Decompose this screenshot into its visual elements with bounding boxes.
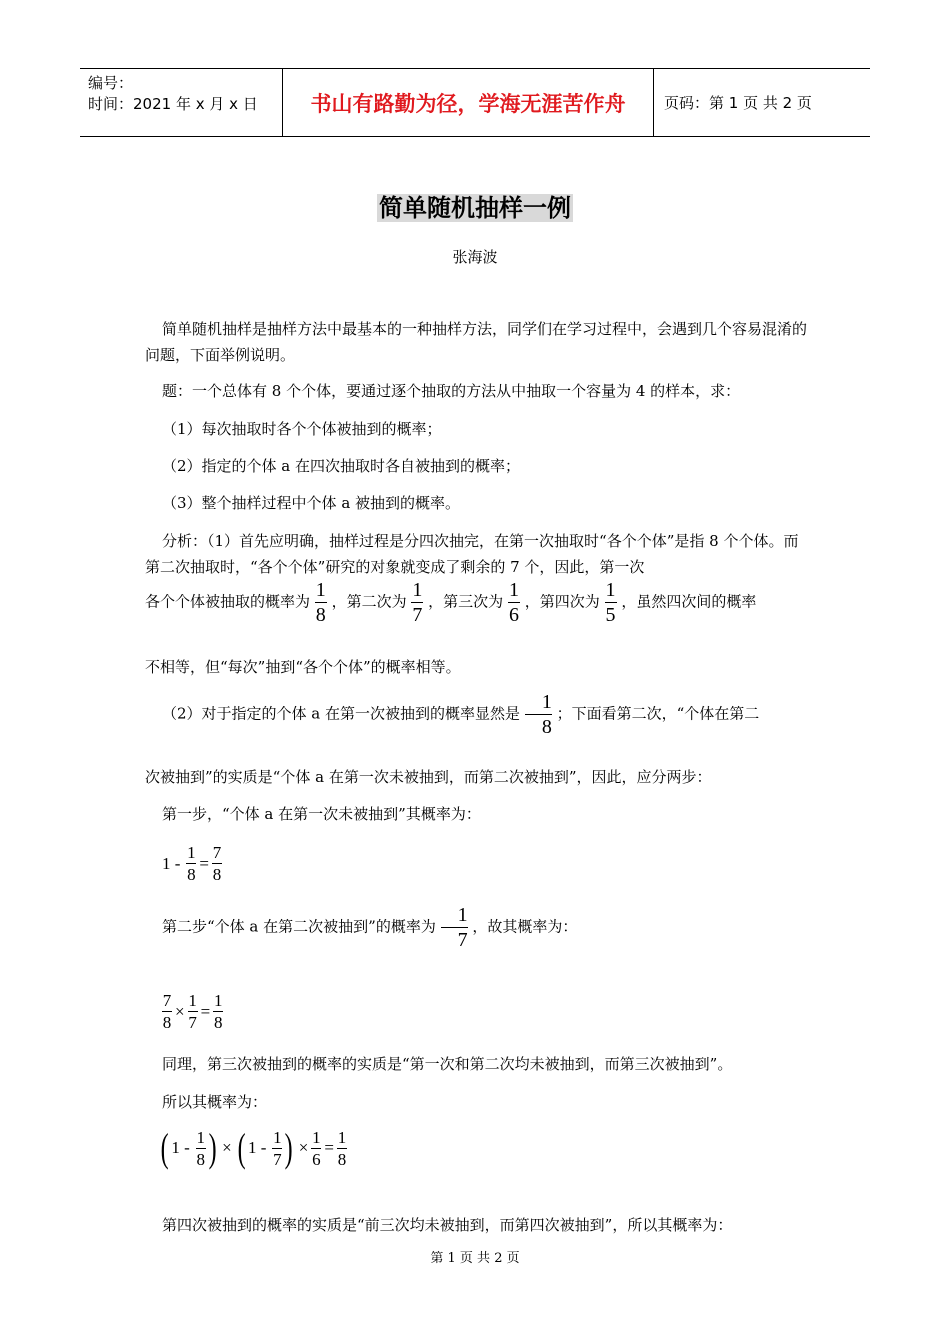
document-title: 简单随机抽样一例	[379, 194, 571, 222]
header-left	[80, 69, 282, 136]
time-label: 时间：2021 年 x 月 x 日	[88, 95, 258, 113]
fraction-1-6: $\frac{1}{6}$	[508, 579, 519, 626]
so-prob: 所以其概率为：	[162, 1093, 268, 1111]
fourth-time: 第四次被抽到的概率的实质是“前三次均未被抽到，而第四次被抽到”，所以其概率为：	[162, 1216, 733, 1234]
fraction-1-7-b: $\frac{1}{7}$	[441, 905, 468, 950]
equation-1: 1 - $\frac{1}{8}$ = $\frac{7}{8}$	[162, 843, 222, 884]
probability-line: 各个个体被抽取的概率为 $\frac{1}{8}$ ，第二次为 $\frac{1}{7}$ ，第三次为 $\frac{1}{6}$ ，第四次为 $\frac{1}{5}$ ，虽然四次间的概率	[145, 579, 757, 626]
header-page-info: 页码：第 1 页 共 2 页	[664, 94, 812, 112]
header-motto: 书山有路勤为径，学海无涯苦作舟	[282, 69, 654, 136]
fraction-1-8-b: $\frac{1}{8}$	[525, 692, 552, 737]
intro-paragraph: 简单随机抽样是抽样方法中最基本的一种抽样方法，同学们在学习过程中，会遇到几个容易混淆的问题，下面举例说明。	[145, 320, 808, 364]
fraction-1-5: $\frac{1}{5}$	[605, 579, 616, 626]
question-2: （2）指定的个体 a 在四次抽取时各自被抽到的概率；	[162, 457, 521, 475]
step-1: 第一步，“个体 a 在第一次未被抽到”其概率为：	[162, 805, 481, 823]
number-label: 编号：	[88, 74, 134, 92]
part2-continued: 次被抽到”的实质是“个体 a 在第一次未被抽到，而第二次被抽到”，因此，应分两步：	[145, 768, 712, 786]
question-3: （3）整个抽样过程中个体 a 被抽到的概率。	[162, 494, 461, 512]
fraction-1-7: $\frac{1}{7}$	[412, 579, 423, 626]
step-2: 第二步“个体 a 在第二次被抽到”的概率为 $\frac{1}{7}$ ，故其概率为：	[162, 904, 578, 951]
analysis-1: 分析：（1）首先应明确，抽样过程是分四次抽完，在第一次抽取时“各个个体”是指 8 个个体。而第二次抽取时，“各个个体”研究的对象就变成了剩余的 7 个，因此，第一次	[145, 532, 799, 576]
fraction-1-8: $\frac{1}{8}$	[315, 579, 326, 626]
problem-statement: 题：一个总体有 8 个个体，要通过逐个抽取的方法从中抽取一个容量为 4 的样本，求：	[162, 382, 741, 400]
question-1: （1）每次抽取时各个个体被抽到的概率；	[162, 420, 442, 438]
author: 张海波	[452, 248, 498, 266]
part2-line: （2）对于指定的个体 a 在第一次被抽到的概率显然是 $\frac{1}{8}$ ；下面看第二次，“个体在第二	[162, 691, 760, 738]
equation-3: ( 1 - $\frac{1}{8}$ ) × ( 1 - $\frac{1}{7}$ ) × $\frac{1}{6}$ = $\frac{1}{8}$	[160, 1125, 347, 1170]
page-footer: 第 1 页 共 2 页	[430, 1251, 520, 1266]
page-header	[80, 68, 870, 137]
equation-2: $\frac{7}{8}$ × $\frac{1}{7}$ = $\frac{1}{8}$	[162, 991, 223, 1032]
same-reason: 同理，第三次被抽到的概率的实质是“第一次和第二次均未被抽到，而第三次被抽到”。	[162, 1055, 733, 1073]
unequal-text: 不相等，但“每次”抽到“各个个体”的概率相等。	[145, 658, 461, 676]
